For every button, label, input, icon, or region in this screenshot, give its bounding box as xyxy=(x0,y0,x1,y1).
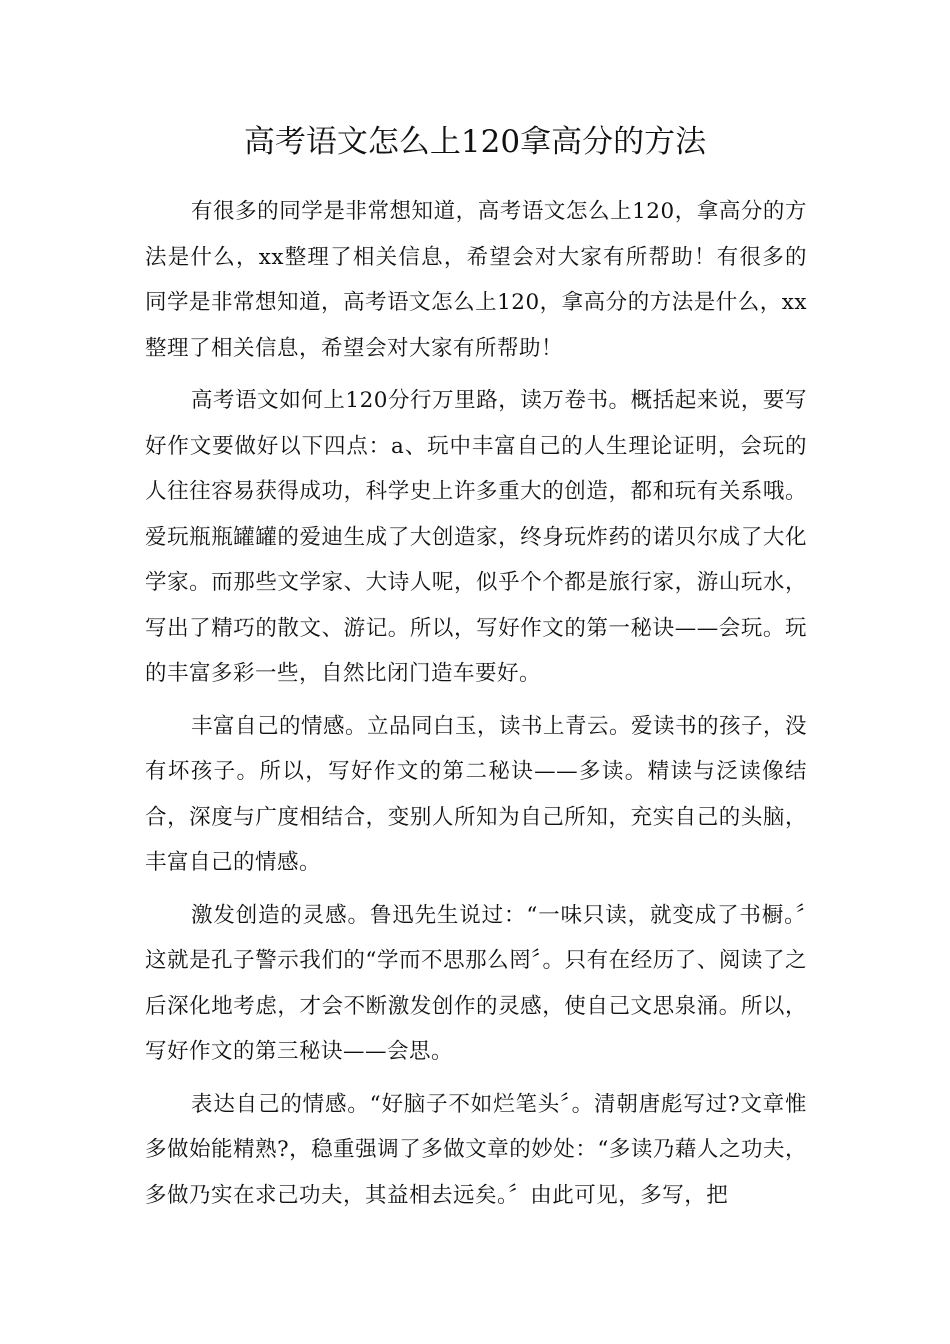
paragraph-intro: 有很多的同学是非常想知道，高考语文怎么上120，拿高分的方法是什么，xx整理了相关信息，希望会对大家有所帮助！有很多的同学是非常想知道，高考语文怎么上120，拿高分的方法是什么，xx整理了相关信息，希望会对大家有所帮助！ xyxy=(145,199,807,361)
paragraph-play: 高考语文如何上120分行万里路，读万卷书。概括起来说，要写好作文要做好以下四点：a、玩中丰富自己的人生理论证明，会玩的人往往容易获得成功，科学史上许多重大的创造，都和玩有关系哦。爱玩瓶瓶罐罐的爱迪生成了大创造家，终身玩炸药的诺贝尔成了大化学家。而那些文学家、大诗人呢，似乎个个都是旅行家，游山玩水，写出了精巧的散文、游记。所以，写好作文的第一秘诀——会玩。玩的丰富多彩一些，自然比闭门造车要好。 xyxy=(145,388,807,686)
document-title: 高考语文怎么上120拿高分的方法 xyxy=(243,124,707,160)
paragraph-think: 激发创造的灵感。鲁迅先生说过：“一味只读，就变成了书橱。〞这就是孔子警示我们的“学而不思那么罔〞。只有在经历了、阅读了之后深化地考虑，才会不断激发创作的灵感，使自己文思泉涌。所以，写好作文的第三秘诀——会思。 xyxy=(145,902,807,1064)
document-body xyxy=(145,189,807,1225)
paragraph-write: 表达自己的情感。“好脑子不如烂笔头〞。清朝唐彪写过?文章惟多做始能精熟?，稳重强调了多做文章的妙处：“多读乃藉人之功夫，多做乃实在求己功夫，其益相去远矣。〞由此可见，多写，把 xyxy=(145,1091,807,1208)
paragraph-read: 丰富自己的情感。立品同白玉，读书上青云。爱读书的孩子，没有坏孩子。所以，写好作文的第二秘诀——多读。精读与泛读像结合，深度与广度相结合，变别人所知为自己所知，充实自己的头脑，丰富自己的情感。 xyxy=(145,713,808,875)
